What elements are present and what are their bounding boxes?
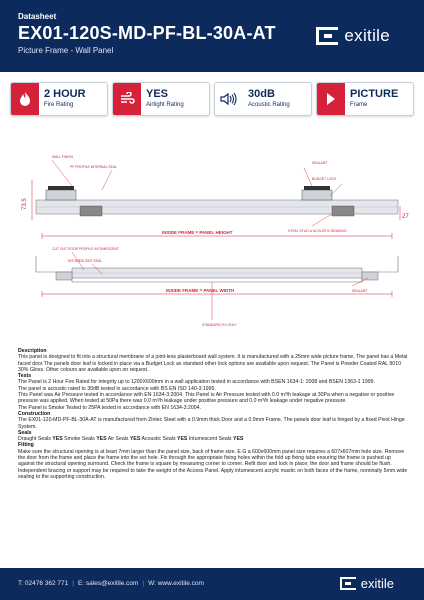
- acoustic-rating-label: Acoustic Rating: [248, 102, 290, 108]
- frame-type-label: Frame: [350, 102, 368, 108]
- logo-icon: [316, 27, 338, 45]
- footer-bar: [0, 568, 424, 600]
- profile-seal-label: PF PROFILE INTERNAL SEAL: [70, 165, 117, 169]
- rating-badges: [10, 82, 414, 116]
- frame-type-value: PICTURE: [350, 88, 399, 100]
- speaker-icon: [215, 83, 243, 115]
- description-heading: Description: [18, 348, 47, 354]
- acoustic-rating-badge: [214, 82, 312, 116]
- datasheet-kicker: Datasheet: [18, 12, 57, 21]
- footer-logo-wordmark: exitile: [360, 576, 394, 591]
- tests-heading: Tests: [18, 373, 32, 380]
- budget-lock-label: BUDGET LOCK: [312, 177, 337, 181]
- fitting-heading: Fitting: [18, 442, 34, 449]
- tests-acoustic: The panel is acoustic rated to 30dB tested in accordance with BS EN ISO 140-3:1995.: [18, 385, 216, 392]
- fire-rating-label: Fire Rating: [44, 102, 74, 108]
- seals-heading: Seals: [18, 429, 32, 436]
- panel-width-label: INSIDE FRAME = PANEL WIDTH: [166, 288, 235, 293]
- seals-line: Draught Seals YES Smoke Seals YES Air Seals YES Acoustic Seals YES Intumescent Seals YES: [18, 436, 244, 443]
- construction-heading: Construction: [18, 410, 51, 417]
- tests-smoke: The Panel is Smoke Tested to 25PA tested in accordance with EN 1634-3:2004.: [18, 404, 201, 411]
- fire-rating-badge: [10, 82, 108, 116]
- description-text: This panel is designed to fit into a structural membrane of a joint-less plasterboard wall system. It is manufactured with a 25mm wide picture frame, The panel has a Metal faced door.The panels door leaf is locked in place via a Budget Lock as standard other lock options are available upon request. The Panel is Powder Coated RAL 9010 30% Gloss. Other colours are available upon on request.: [18, 354, 408, 373]
- footer-logo-icon: [340, 577, 356, 590]
- description-section: [18, 348, 408, 480]
- technical-drawing: [12, 124, 412, 340]
- standard-fix-label: STANDARD FIX ONLY: [202, 323, 237, 327]
- footer-email[interactable]: E: sales@exitile.com: [77, 580, 139, 587]
- sealant-bottom-label: SEALANT: [352, 289, 368, 293]
- stud-beading-label: STEEL STUD & ACOUSTIC BEADING: [288, 229, 347, 233]
- fire-rating-value: 2 HOUR: [44, 88, 86, 100]
- dim-left-label: 73.5: [22, 198, 28, 210]
- tests-fire: The Panel is 2 Hour Fire Rated for integrity up to 1200X600mm in a wall application tested in accordance with BSEN 1634-1: 2008 and BSEN 1363-1 1999.: [18, 379, 375, 386]
- product-subtitle: Picture Frame - Wall Panel: [18, 46, 114, 55]
- panel-height-label: INSIDE FRAME = PANEL HEIGHT: [162, 230, 233, 235]
- footer-contact: T: 02476 362 771 | E: sales@exitile.com | W: www.exitile.com: [18, 580, 204, 587]
- top-section-drawing: [32, 160, 400, 239]
- sealant-top-label: SEALANT: [312, 161, 328, 165]
- fitting-text: Make sure the structural opening is at least 7mm larger than the panel size, back of frame size. E.G a 600x600mm panel size requires a 607x607mm hole size. Remove the door from the frame and place the frame into the set hole. Fix through the appropriate fixing holes within the fold up fixing tabs ensuring the frame is pushed up against the structural opening surround. Check the frame is square by measuring corner to corner. Refit door and lock in place; the door and frame should be flush. Independent bracing or support may be required to take the weight of the Access Panel. Apply intumescent acrylic mastic on both faces of the frame, nominally 5mm wide sealing to the supporting construction.: [18, 448, 408, 480]
- frame-type-badge: [316, 82, 414, 116]
- arrow-right-icon: [317, 83, 345, 115]
- airtight-rating-label: Airtight Rating: [146, 102, 184, 108]
- brand-logo[interactable]: [316, 26, 390, 46]
- airflow-icon: [113, 83, 141, 115]
- wall-finish-label: WALL FINISH: [52, 155, 74, 159]
- footer-web[interactable]: W: www.exitile.com: [148, 580, 204, 587]
- airtight-rating-value: YES: [146, 88, 169, 100]
- acoustic-rating-value: 30dB: [248, 88, 275, 100]
- product-code: EX01-120S-MD-PF-BL-30A-AT: [18, 23, 276, 43]
- dim-right-label: 27: [402, 214, 409, 220]
- footer-phone[interactable]: T: 02476 362 771: [18, 580, 69, 587]
- intumescent-label: INTUMESCENT SEAL: [68, 259, 103, 263]
- header-bar: [0, 0, 424, 72]
- airtight-rating-badge: [112, 82, 210, 116]
- flame-icon: [11, 83, 39, 115]
- tests-air: This Panel was Air Pressure tested in accordance with EN 1634-3:2004. This Panel is Air Pressure tested with 0.0 m³/h leakage at 30Pa when a negative or positive pressure was applied. When tested at 50Pa there was 0.0 m³/h leakage under positive pressure and 0.0 m³/h leakage under negative pressure.: [18, 392, 395, 405]
- footer-logo[interactable]: [340, 576, 394, 591]
- cut-out-label: CUT OUT DOOR PROFILE INTUMESCENT: [52, 247, 119, 251]
- logo-wordmark: exitile: [344, 26, 390, 45]
- construction-text: The EX01-120-MD-PF-BL-30A-AT is manufactured from Zintec Steel with a 0.9mm thick Door and a 0.9mm Frame. The panels door leaf is hinged by a fixed Pivot Hinge System.: [18, 417, 405, 430]
